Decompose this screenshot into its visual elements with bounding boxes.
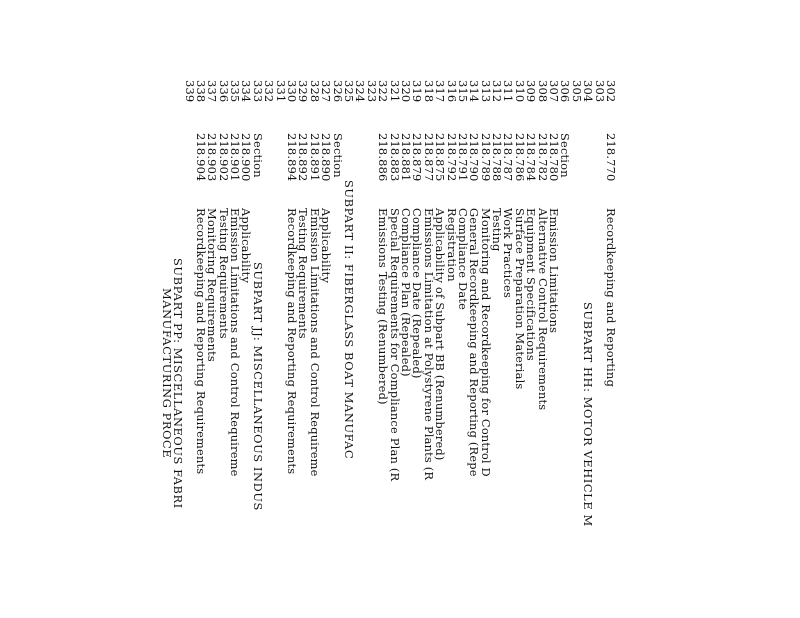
line-number: 339: [182, 80, 197, 103]
line-number: 334: [239, 80, 254, 103]
section-title: Compliance Plan (Repealed): [398, 208, 413, 377]
section-title: Emission Limitations and Control Requireme: [228, 208, 243, 477]
list-item: [195, 80, 206, 618]
section-title: Compliance Date: [455, 208, 470, 311]
line-number: 304: [581, 80, 596, 103]
line-number: 327: [319, 80, 334, 103]
line-number: 321: [387, 80, 402, 103]
list-item: [478, 80, 493, 618]
section-title: Monitoring and Recordkeeping for Control D: [478, 208, 493, 477]
subpart-heading: SUBPART HH: MOTOR VEHICLE M: [581, 302, 596, 527]
subpart-heading: SUBPART II: FIBERGLASS BOAT MANUFAC: [342, 180, 357, 460]
section-number: 218.790: [467, 133, 482, 182]
line-number: 313: [478, 80, 493, 103]
section-number: 218.886: [376, 133, 391, 182]
section-number: Section: [330, 133, 345, 178]
line-number: 308: [535, 80, 550, 103]
section-number: 218.875: [433, 133, 448, 182]
section-title: Applicability of Subpart BB (Renumbered): [433, 208, 448, 461]
section-number: 218.877: [421, 133, 436, 182]
line-number: 331: [273, 80, 288, 103]
section-number: 218.770: [604, 133, 618, 182]
section-number: 218.784: [524, 133, 539, 182]
section-number: 218.902: [216, 133, 231, 182]
section-number: 218.788: [490, 133, 505, 182]
section-number: 218.901: [228, 133, 243, 182]
line-number: 315: [455, 80, 470, 103]
section-number: 218.787: [501, 133, 516, 182]
section-title: Alternative Control Requirements: [535, 208, 550, 411]
list-item: [376, 80, 391, 618]
section-number: 218.879: [410, 133, 425, 182]
line-number: 323: [364, 80, 379, 103]
section-title: Emissions Testing (Renumbered): [376, 208, 391, 405]
list-item: [252, 80, 263, 618]
line-number: 324: [353, 80, 368, 103]
section-number: 218.892: [296, 133, 311, 182]
line-number: 311: [501, 80, 516, 103]
section-title: Special Requirements for Compliance Plan (R: [387, 208, 402, 482]
list-item: [364, 80, 379, 618]
section-title: Monitoring Requirements: [205, 208, 220, 362]
list-item: [605, 80, 616, 618]
section-number: 218.904: [193, 133, 208, 182]
section-title: Recordkeeping and Reporting Requirements: [285, 208, 300, 475]
line-number: 305: [569, 80, 584, 103]
heading-line: [159, 80, 174, 618]
section-title: Applicability: [239, 208, 254, 284]
line-number: 317: [433, 80, 448, 103]
line-number: 328: [307, 80, 322, 103]
line-number: 306: [558, 80, 573, 103]
line-number: 332: [262, 80, 277, 103]
list-item: [581, 80, 596, 618]
section-number: 218.903: [205, 133, 220, 182]
list-item: [216, 80, 231, 618]
section-number: 218.900: [239, 133, 254, 182]
list-item: [307, 80, 322, 618]
section-number: 218.894: [285, 133, 300, 182]
section-title: Testing: [490, 208, 505, 252]
list-item: [569, 80, 584, 618]
line-number: 322: [376, 80, 391, 103]
section-title: Surface Preparation Materials: [512, 208, 527, 390]
section-number: 218.780: [547, 133, 562, 182]
subpart-heading: SUBPART JJ: MISCELLANEOUS INDUS: [250, 262, 265, 511]
line-number: 325: [342, 80, 357, 103]
line-number: 310: [512, 80, 527, 103]
section-title: Work Practices: [501, 208, 516, 299]
section-title: Recordkeeping and Reporting: [604, 208, 618, 388]
line-number: 326: [330, 80, 345, 103]
line-number: 312: [490, 80, 505, 103]
list-item: [285, 80, 300, 618]
section-number: 218.791: [455, 133, 470, 182]
line-number: 337: [205, 80, 220, 103]
section-number: 218.891: [307, 133, 322, 182]
section-title: Registration: [444, 208, 459, 282]
line-number: 309: [524, 80, 539, 103]
line-number: 320: [398, 80, 413, 103]
section-number: Section: [558, 133, 573, 178]
line-number: 333: [250, 80, 265, 103]
section-number: 218.786: [512, 133, 527, 182]
section-title: Testing Requirements: [216, 208, 231, 339]
line-number: 318: [421, 80, 436, 103]
section-number: 218.890: [319, 133, 334, 182]
rotated-text-block: [160, 80, 616, 618]
list-item: [421, 80, 436, 618]
section-title: Compliance Date (Repealed): [410, 208, 425, 379]
section-title: Equipment Specifications: [524, 208, 539, 361]
list-item: [273, 80, 288, 618]
subpart-heading: SUBPART PP: MISCELLANEOUS FABRI: [171, 258, 186, 509]
section-title: Testing Requirements: [296, 208, 311, 339]
line-number: 338: [193, 80, 208, 103]
section-number: 218.792: [444, 133, 459, 182]
subpart-heading-continued: MANUFACTURING PROCE: [159, 288, 174, 459]
line-number: 330: [285, 80, 300, 103]
section-title: Emission Limitations: [547, 208, 562, 334]
section-number: 218.881: [398, 133, 413, 182]
line-number: 303: [592, 80, 607, 103]
section-title: Emission Limitations and Control Requireme: [307, 208, 322, 477]
section-title: General Recordkeeping and Reporting (Repe: [467, 208, 482, 477]
line-number: 316: [444, 80, 459, 103]
line-number: 329: [296, 80, 311, 103]
section-title: Recordkeeping and Reporting Requirements: [193, 208, 208, 475]
section-title: Emissions Limitation at Polystyrene Plants (R: [421, 208, 436, 481]
section-number: 218.883: [387, 133, 402, 182]
line-number: 302: [604, 80, 618, 103]
section-number: 218.782: [535, 133, 550, 182]
line-number: 314: [467, 80, 482, 103]
section-number: Section: [250, 133, 265, 178]
section-number: 218.789: [478, 133, 493, 182]
list-item: [512, 80, 527, 618]
line-number: 335: [228, 80, 243, 103]
section-title: Applicability: [319, 208, 334, 284]
line-number: 336: [216, 80, 231, 103]
line-number: 319: [410, 80, 425, 103]
line-number: 307: [547, 80, 562, 103]
